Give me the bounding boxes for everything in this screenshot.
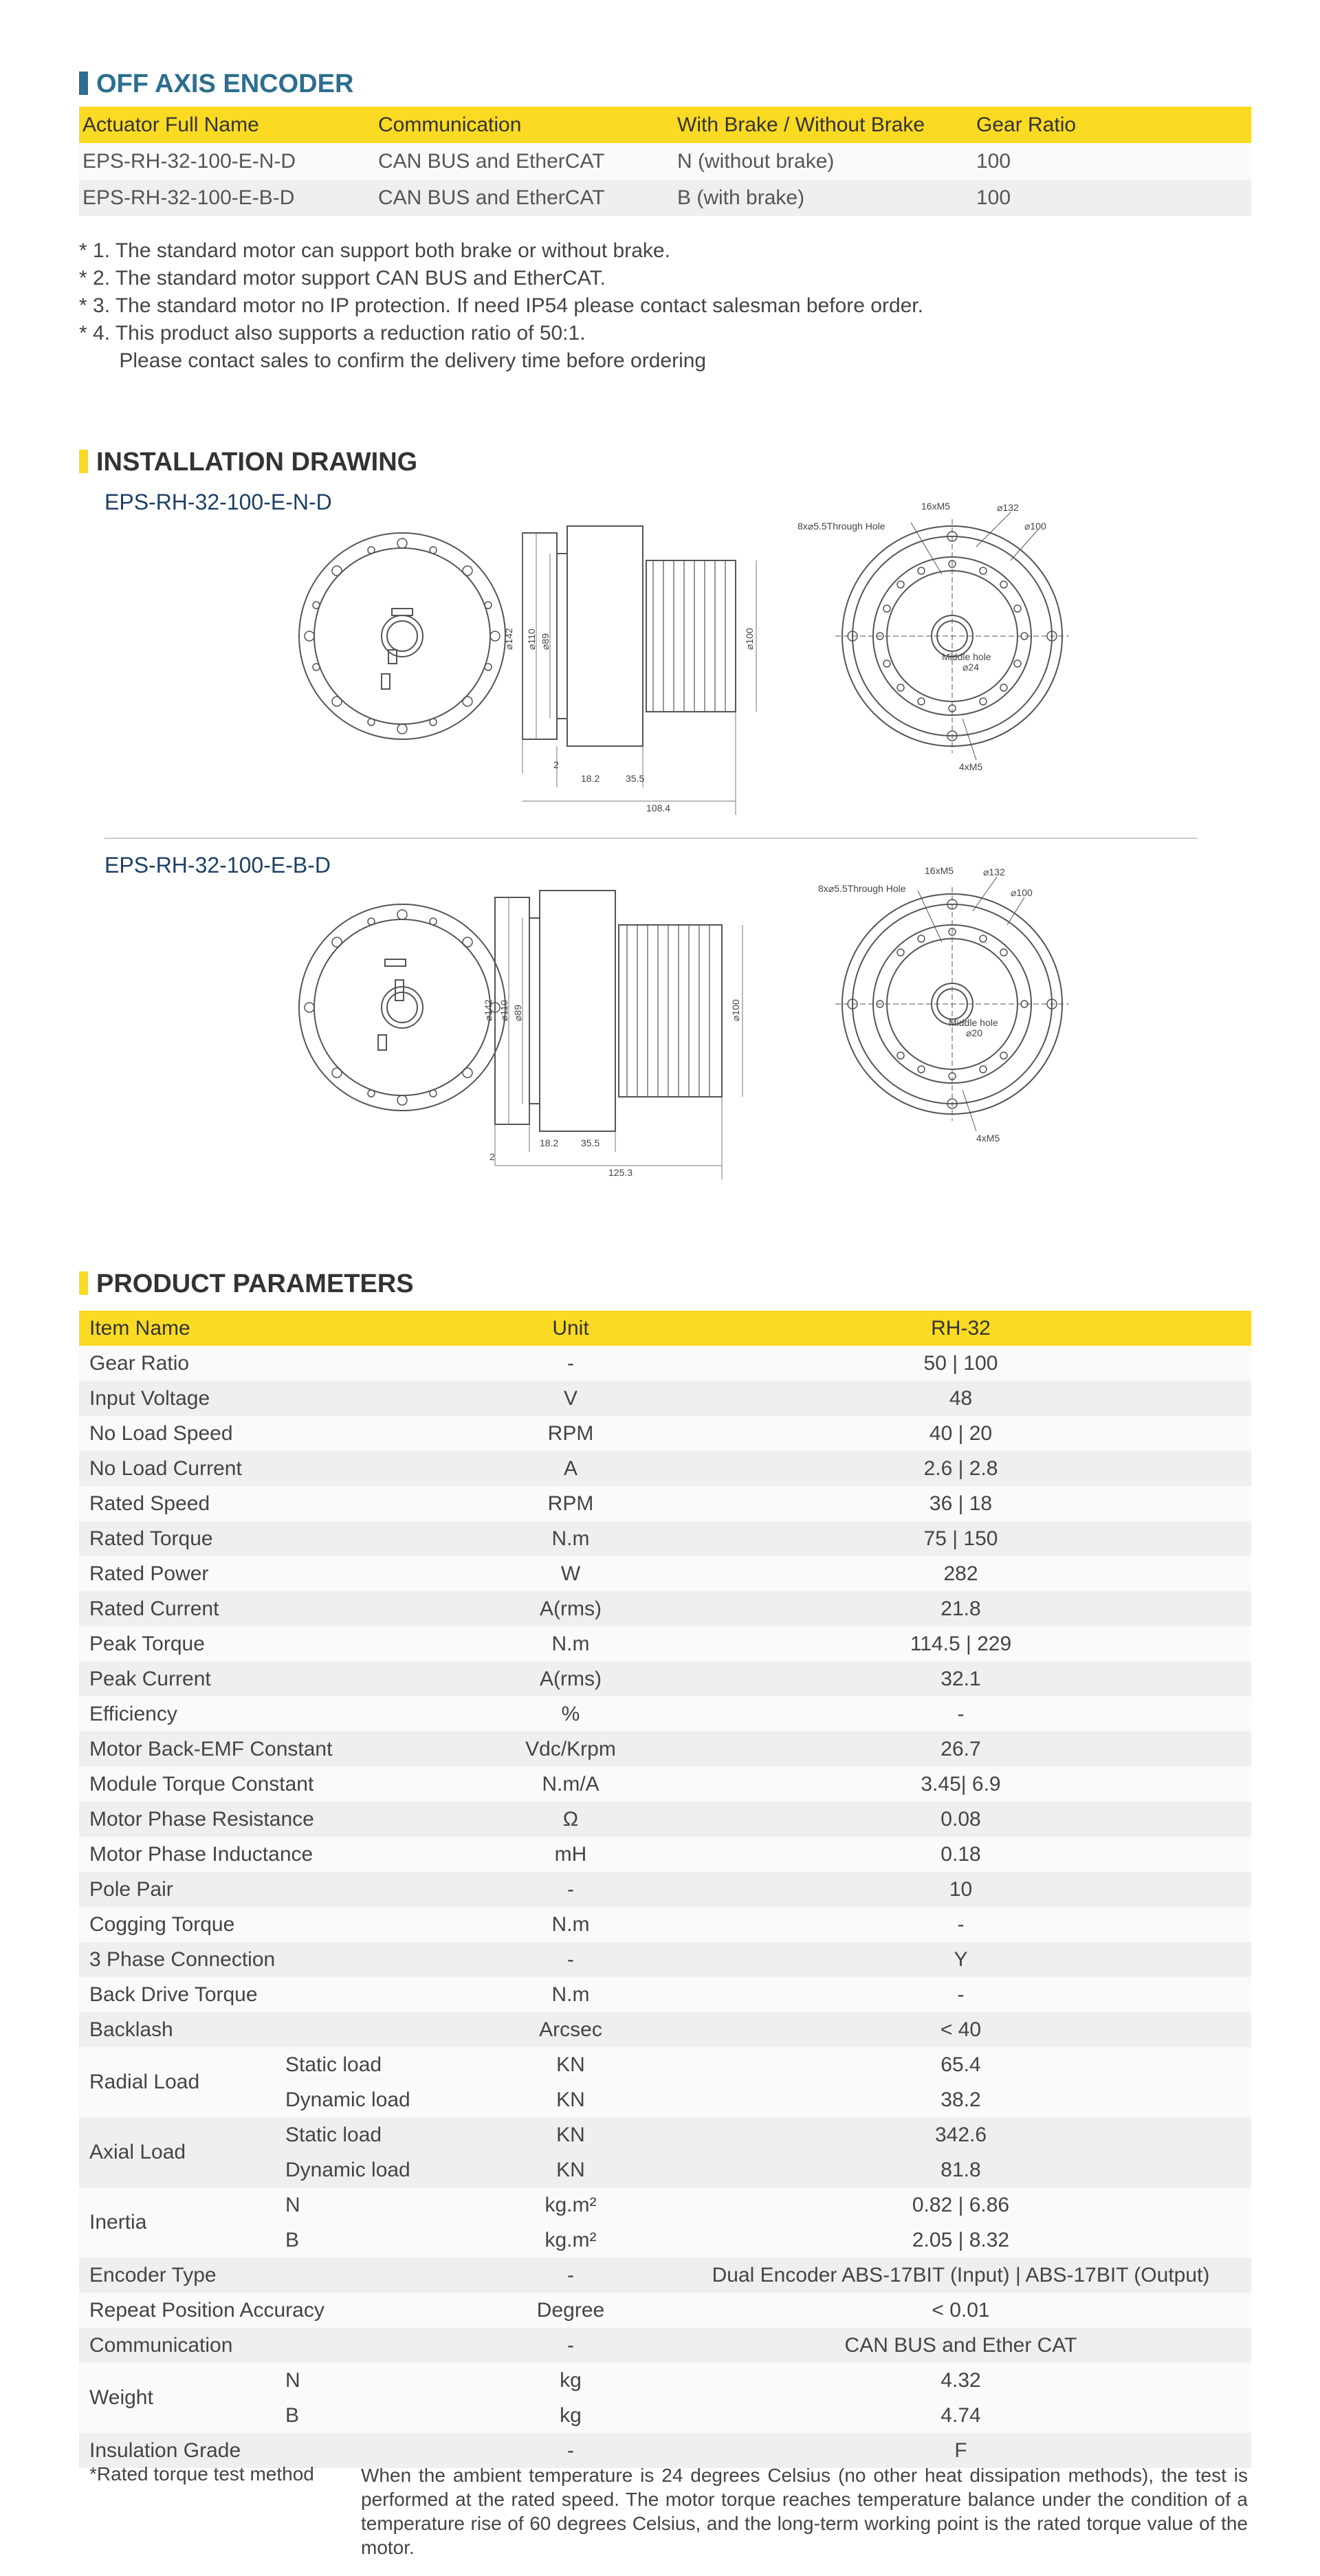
dim-label: 4xM5 — [959, 761, 983, 772]
table-cell: A — [471, 1451, 670, 1486]
dim-label: Middle hole — [942, 651, 991, 662]
table-cell: EPS-RH-32-100-E-B-D — [79, 179, 375, 216]
table-cell: Communication — [79, 2328, 471, 2363]
table-row — [79, 2363, 1251, 2398]
table-cell: Repeat Position Accuracy — [79, 2293, 471, 2328]
table-cell: B — [275, 2223, 471, 2258]
note-line: * 1. The standard motor can support both brake or without brake. — [79, 239, 670, 262]
table-cell: No Load Speed — [79, 1416, 471, 1451]
dim-label: 125.3 — [608, 1167, 633, 1178]
dim-label: ⌀110 — [498, 1000, 509, 1021]
table-cell: N (without brake) — [674, 143, 973, 179]
dim-label: ⌀142 — [483, 999, 494, 1021]
table-cell: Rated Torque — [79, 1521, 471, 1556]
encoder-section-title — [79, 69, 353, 99]
table-cell: 40 | 20 — [670, 1416, 1251, 1451]
table-cell: Dynamic load — [275, 2082, 471, 2117]
table-cell: Peak Current — [79, 1661, 471, 1696]
table-cell: No Load Current — [79, 1451, 471, 1486]
table-cell: - — [471, 2433, 670, 2468]
table-cell: RPM — [471, 1486, 670, 1521]
table-row — [79, 2012, 1251, 2047]
dim-label: 18.2 — [540, 1137, 559, 1148]
table-cell: Degree — [471, 2293, 670, 2328]
table-row — [79, 1451, 1251, 1486]
installation-section-title — [79, 447, 417, 477]
note-line: * 4. This product also supports a reduction ratio of 50:1. — [79, 322, 586, 345]
table-cell: B (with brake) — [674, 179, 973, 216]
table-cell: KN — [471, 2047, 670, 2082]
table-cell: Y — [670, 1942, 1251, 1977]
table-cell: N.m — [471, 1521, 670, 1556]
footnote-text: When the ambient temperature is 24 degrees Celsius (no other heat dissipation methods), the test is performed at the rated speed. The motor torque reaches temperature balance under the condition of a temperature rise of 60 degrees Celsius, and the long-term working point is the rated torque value of the motor. — [361, 2465, 1248, 2558]
installation-drawing-n — [234, 499, 1128, 822]
table-cell: Backlash — [79, 2012, 471, 2047]
table-row — [79, 2328, 1251, 2363]
table-row — [79, 1696, 1251, 1732]
table-cell: 2.6 | 2.8 — [670, 1451, 1251, 1486]
col-header: Item Name — [79, 1311, 471, 1346]
table-cell: N.m — [471, 1977, 670, 2012]
table-cell: kg.m² — [471, 2187, 670, 2223]
table-row — [79, 1837, 1251, 1872]
table-cell: - — [670, 1696, 1251, 1732]
table-cell: 75 | 150 — [670, 1521, 1251, 1556]
table-cell: 26.7 — [670, 1732, 1251, 1767]
table-cell: kg — [471, 2363, 670, 2398]
table-row — [79, 2187, 1251, 2223]
dim-label: ⌀132 — [997, 502, 1019, 513]
table-cell: 114.5 | 229 — [670, 1626, 1251, 1661]
table-cell: 0.18 — [670, 1837, 1251, 1872]
params-table — [79, 1311, 1251, 2468]
table-row — [79, 1346, 1251, 1381]
table-cell: Cogging Torque — [79, 1907, 471, 1942]
table-cell: 0.08 — [670, 1802, 1251, 1837]
table-row — [79, 2117, 1251, 2152]
table-cell: RPM — [471, 1416, 670, 1451]
table-cell: N — [275, 2363, 471, 2398]
table-cell: Input Voltage — [79, 1381, 471, 1416]
dim-label: 8x⌀5.5Through Hole — [818, 883, 906, 894]
table-row — [79, 1521, 1251, 1556]
table-cell: KN — [471, 2117, 670, 2152]
dim-label: Middle hole — [949, 1017, 998, 1028]
table-cell: 4.32 — [670, 2363, 1251, 2398]
table-cell: Motor Phase Resistance — [79, 1802, 471, 1837]
table-cell: Axial Load — [79, 2117, 275, 2187]
table-row — [79, 1381, 1251, 1416]
table-cell: Ω — [471, 1802, 670, 1837]
table-cell: Insulation Grade — [79, 2433, 471, 2468]
table-cell: N.m — [471, 1907, 670, 1942]
note-line: * 2. The standard motor support CAN BUS and EtherCAT. — [79, 267, 606, 290]
dim-label: 2 — [553, 759, 559, 770]
table-cell: 38.2 — [670, 2082, 1251, 2117]
section-marker-icon — [79, 72, 88, 95]
table-cell: Static load — [275, 2117, 471, 2152]
encoder-title-text: OFF AXIS ENCODER — [96, 69, 354, 98]
dim-label: 35.5 — [581, 1137, 600, 1148]
col-header: RH-32 — [670, 1311, 1251, 1346]
table-cell: kg.m² — [471, 2223, 670, 2258]
table-cell: - — [670, 1977, 1251, 2012]
dim-label: ⌀20 — [966, 1027, 983, 1038]
table-cell: Arcsec — [471, 2012, 670, 2047]
dim-label: 2 — [490, 1151, 495, 1162]
note-line: Please contact sales to confirm the delivery time before ordering — [79, 349, 707, 372]
dim-label: ⌀24 — [962, 662, 980, 673]
dim-label: 35.5 — [626, 773, 645, 784]
table-cell: KN — [471, 2082, 670, 2117]
dim-label: 8x⌀5.5Through Hole — [798, 521, 886, 532]
table-cell: KN — [471, 2152, 670, 2187]
col-header: Communication — [375, 107, 674, 143]
col-header: Unit — [471, 1311, 670, 1346]
table-cell: A(rms) — [471, 1591, 670, 1626]
dim-label: ⌀100 — [1011, 887, 1033, 898]
table-row — [79, 1556, 1251, 1591]
table-cell: - — [670, 1907, 1251, 1942]
table-row — [79, 179, 1251, 216]
table-row — [79, 143, 1251, 179]
table-cell: - — [471, 1942, 670, 1977]
dim-label: ⌀110 — [526, 629, 537, 650]
table-row — [79, 1591, 1251, 1626]
table-row — [79, 1907, 1251, 1942]
footnote-label: *Rated torque test method — [89, 2463, 314, 2485]
table-cell: N.m — [471, 1626, 670, 1661]
dim-label: ⌀89 — [540, 633, 551, 650]
col-header: With Brake / Without Brake — [674, 107, 973, 143]
note-line: * 3. The standard motor no IP protection. If need IP54 please contact salesman before order. — [79, 294, 923, 317]
table-cell: - — [471, 2258, 670, 2293]
section-marker-icon — [79, 1271, 88, 1295]
table-cell: Dual Encoder ABS-17BIT (Input) | ABS-17BIT (Output) — [670, 2258, 1251, 2293]
dim-label: 4xM5 — [976, 1133, 1000, 1144]
table-cell: F — [670, 2433, 1251, 2468]
table-cell: 21.8 — [670, 1591, 1251, 1626]
table-row — [79, 1486, 1251, 1521]
table-cell: 2.05 | 8.32 — [670, 2223, 1251, 2258]
model-label-b: EPS-RH-32-100-E-B-D — [104, 853, 331, 877]
table-cell: Inertia — [79, 2187, 275, 2258]
installation-drawing-b — [234, 863, 1128, 1186]
params-section-title — [79, 1269, 414, 1299]
table-cell: 48 — [670, 1381, 1251, 1416]
table-cell: 342.6 — [670, 2117, 1251, 2152]
table-cell: 81.8 — [670, 2152, 1251, 2187]
col-header: Actuator Full Name — [79, 107, 375, 143]
table-row — [79, 2293, 1251, 2328]
installation-title-text: INSTALLATION DRAWING — [96, 448, 418, 477]
table-cell: Rated Speed — [79, 1486, 471, 1521]
table-row — [79, 2258, 1251, 2293]
table-cell: Weight — [79, 2363, 275, 2433]
table-cell: Static load — [275, 2047, 471, 2082]
table-row — [79, 1732, 1251, 1767]
table-row — [79, 1767, 1251, 1802]
dim-label: ⌀100 — [1024, 521, 1046, 532]
table-cell: B — [275, 2398, 471, 2433]
table-cell: A(rms) — [471, 1661, 670, 1696]
table-cell: Radial Load — [79, 2047, 275, 2117]
table-cell: Back Drive Torque — [79, 1977, 471, 2012]
dim-label: 108.4 — [646, 803, 671, 814]
table-cell: N — [275, 2187, 471, 2223]
encoder-table — [79, 107, 1251, 216]
table-cell: 10 — [670, 1872, 1251, 1907]
table-cell: W — [471, 1556, 670, 1591]
table-row — [79, 2047, 1251, 2082]
table-cell: - — [471, 1872, 670, 1907]
table-cell: CAN BUS and EtherCAT — [375, 143, 674, 179]
table-cell: 3.45| 6.9 — [670, 1767, 1251, 1802]
dim-label: ⌀100 — [730, 999, 741, 1021]
table-cell: Module Torque Constant — [79, 1767, 471, 1802]
table-cell: 100 — [973, 143, 1251, 179]
dim-label: ⌀100 — [744, 628, 755, 650]
table-cell: 32.1 — [670, 1661, 1251, 1696]
table-cell: Motor Phase Inductance — [79, 1837, 471, 1872]
table-cell: < 0.01 — [670, 2293, 1251, 2328]
table-cell: 50 | 100 — [670, 1346, 1251, 1381]
table-row — [79, 1872, 1251, 1907]
table-cell: CAN BUS and Ether CAT — [670, 2328, 1251, 2363]
table-cell: kg — [471, 2398, 670, 2433]
table-cell: CAN BUS and EtherCAT — [375, 179, 674, 216]
table-cell: 4.74 — [670, 2398, 1251, 2433]
table-cell: % — [471, 1696, 670, 1732]
table-row — [79, 1977, 1251, 2012]
table-row — [79, 1802, 1251, 1837]
table-row — [79, 1626, 1251, 1661]
table-cell: - — [471, 2328, 670, 2363]
table-cell: < 40 — [670, 2012, 1251, 2047]
table-cell: Gear Ratio — [79, 1346, 471, 1381]
table-cell: 282 — [670, 1556, 1251, 1591]
drawing-divider — [104, 838, 1198, 839]
table-cell: EPS-RH-32-100-E-N-D — [79, 143, 375, 179]
table-cell: Pole Pair — [79, 1872, 471, 1907]
col-header: Gear Ratio — [973, 107, 1251, 143]
table-cell: Efficiency — [79, 1696, 471, 1732]
table-cell: 3 Phase Connection — [79, 1942, 471, 1977]
table-cell: 0.82 | 6.86 — [670, 2187, 1251, 2223]
table-cell: Dynamic load — [275, 2152, 471, 2187]
table-cell: Vdc/Krpm — [471, 1732, 670, 1767]
table-cell: 36 | 18 — [670, 1486, 1251, 1521]
table-cell: N.m/A — [471, 1767, 670, 1802]
table-row — [79, 1416, 1251, 1451]
table-cell: 100 — [973, 179, 1251, 216]
dim-label: 16xM5 — [925, 865, 954, 876]
dim-label: 18.2 — [581, 773, 600, 784]
dim-label: ⌀142 — [503, 628, 514, 650]
params-title-text: PRODUCT PARAMETERS — [96, 1269, 414, 1298]
table-cell: Rated Power — [79, 1556, 471, 1591]
table-header-row — [79, 1311, 1251, 1346]
table-cell: 65.4 — [670, 2047, 1251, 2082]
table-cell: - — [471, 1346, 670, 1381]
dim-label: ⌀132 — [983, 866, 1005, 877]
dim-label: 16xM5 — [921, 501, 951, 512]
encoder-notes — [79, 237, 923, 375]
model-label-n: EPS-RH-32-100-E-N-D — [104, 490, 332, 514]
table-cell: Peak Torque — [79, 1626, 471, 1661]
table-cell: V — [471, 1381, 670, 1416]
section-marker-icon — [79, 450, 88, 473]
table-cell: Motor Back-EMF Constant — [79, 1732, 471, 1767]
table-row — [79, 1942, 1251, 1977]
table-cell: Encoder Type — [79, 2258, 471, 2293]
table-cell: Rated Current — [79, 1591, 471, 1626]
dim-label: ⌀89 — [512, 1004, 523, 1021]
table-row — [79, 1661, 1251, 1696]
table-cell: mH — [471, 1837, 670, 1872]
